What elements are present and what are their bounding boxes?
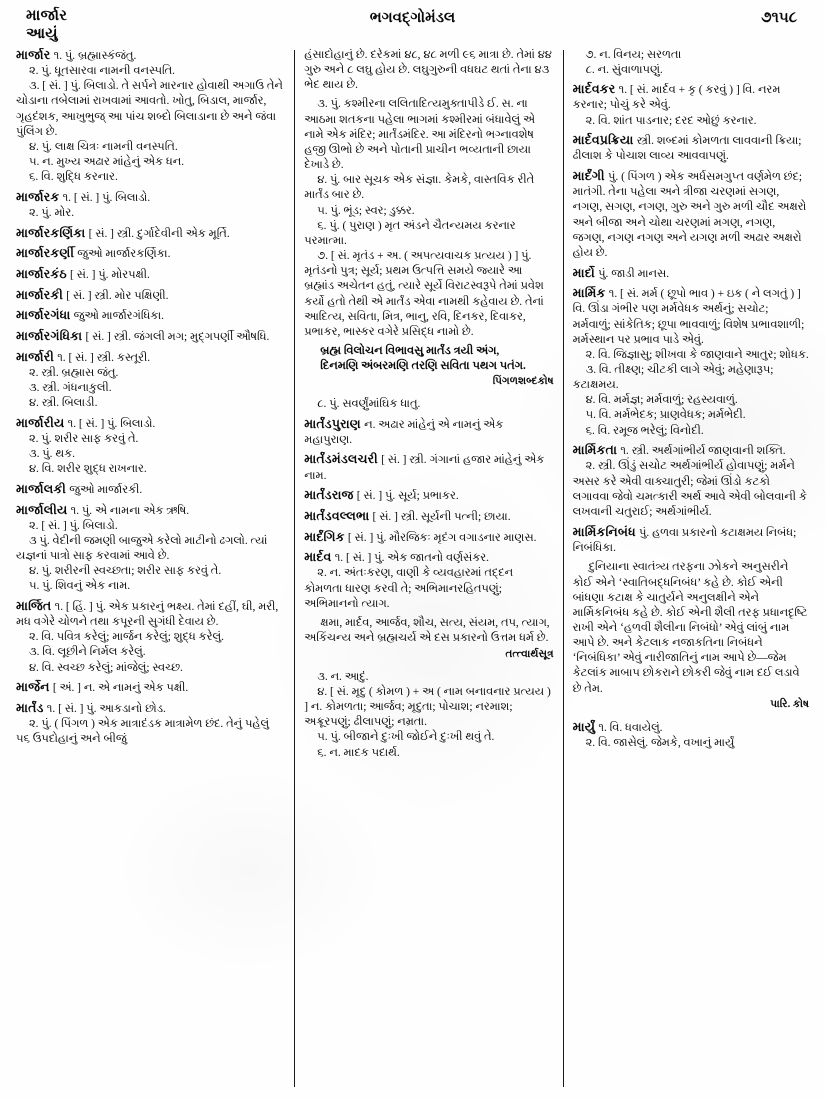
citation-quote	[573, 560, 809, 712]
sense-text: ૨. ન. અંતઃકરણ, વાણી કે વ્યવહારમાં તદ્દન કોમળતા ધારણ કરવી તે; અભિમાનરહિતપણું; અભિમાનનો ત્યાગ.	[304, 567, 514, 610]
sense-text: ૧. પું. બ્રહ્માસ્કંજંતુ.	[53, 50, 137, 62]
entry-first-sense	[16, 482, 285, 498]
entry-spacer	[16, 748, 285, 752]
sense-text: ૨. સ્ત્રી. ઊંડું સચોટ અર્થગાંભીર્ય હોવાપણું; મર્મને અસર કરે એવી વાક્ચાતુરી; જેમાં ઊંડો કટકો લગાવવા જેવો ચમત્કારી અર્થ આવે એવી બોલવાની કે લખવાની ચતુરાઈ; અર્થગાંભીર્ય.	[572, 460, 807, 518]
entry-first-sense	[16, 48, 285, 64]
dictionary-entry	[573, 286, 809, 439]
dictionary-entry	[16, 190, 285, 221]
quote-spacer	[304, 389, 553, 397]
entry-first-sense	[573, 266, 809, 282]
headword: માર્જારકંઠ	[16, 267, 71, 282]
entry-first-sense	[16, 701, 285, 717]
entry-sense: ૭. [ સં. મૃતંડ + અ. ( અપત્યવાચક પ્રત્યય ) ] પું. મૃતંડનો પુત્ર; સૂર્ય; પ્રથમ ઉત્પત્તિ સમયે જ્યારે આ બ્રહ્માંડ અચેતન હતું, ત્યારે સૂર્યે વિરાટસ્વરૂપે તેમાં પ્રવેશ કર્યો હતો તેથી એ માર્તંડ એવા નામથી કહેવાય છે. તેનાં આદિત્ય, સવિતા, મિત્ર, ભાનુ, રવિ, દિનકર, દિવાકર, પ્રભાકર, ભાસ્કર વગેરે પ્રસિદ્ધ નામો છે.	[304, 250, 544, 338]
sense-text: પું. ( પિંગળ ) એક અર્ધસમગુપ્ત વર્ણમેળ છંદ; માતંગી. તેના પહેલા અને ત્રીજા ચરણમાં સગણ, નગણ, સગણ, નગણ, ગુરુ અને ગુરુ મળી ચૌદ અક્ષરો અને બીજા અને ચોથા ચરણમાં મગણ, નગણ, જગણ, નગણ નગણ અને યગણ મળી અઢાર અક્ષરો હોય છે.	[572, 171, 807, 259]
entry-sense: ૩. પું. કશ્મીરના લલિતાદિત્યમુક્તાપીડે ઈ. સ. ના આઠમા શતકના પહેલા ભાગમાં કશ્મીરમાં બંધાવેલું એ નામે એક મંદિર; માર્તંડમંદિર. આ મંદિરનો ભગ્નાવશેષ હજી ઊભો છે અને પોતાની પ્રાચીન ભવ્યતાની છાયા દેખાડે છે.	[304, 98, 536, 172]
column-container	[16, 48, 809, 1093]
sense-text: ૨. વિ. પવિત્ર કરેલું; માર્જન કરેલું; શુદ્ધ કરેલું.	[29, 631, 224, 644]
sense-text: ૧. [ સં. ] પું. બિલાડો.	[62, 191, 151, 204]
entry-sense	[573, 393, 809, 408]
sense-text: ૨. સ્ત્રી. બ્રહ્માસ જંતુ.	[29, 366, 119, 379]
headword: માર્તંડમંડલચરી	[304, 452, 382, 467]
entry-first-sense	[304, 550, 553, 566]
entry-sense	[16, 64, 285, 79]
sense-text: ૨. વિ. શાંત પાડનાર; દરદ ઓછું કરનાર.	[585, 114, 757, 127]
entry-first-sense	[16, 329, 285, 345]
entry-sense: ૬. પું. ( પુરાણ ) મૃત અંડને ચૈતન્યમય કરનાર પરમાત્મા.	[304, 219, 516, 247]
entry-first-sense	[304, 509, 553, 525]
quote-spacer	[573, 712, 809, 720]
sense-text: ૨. પું. ધૂતસારવા નામની વનસ્પતિ.	[29, 65, 175, 78]
headword: માર્જારકર્ણિકા	[16, 225, 89, 240]
entry-first-sense	[304, 488, 553, 504]
sense-text: [ સં. ] સ્ત્રી. સૂર્યની પત્ની; છાયા.	[372, 510, 511, 523]
entry-sense	[16, 79, 285, 140]
sense-text: ૩. પું. થક.	[29, 448, 75, 461]
headword: માર્જારી	[16, 349, 58, 364]
sense-text: ૧. સ્ત્રી. અર્થગાંભીર્ય જાણવાની શક્તિ.	[620, 445, 786, 458]
sense-text: ૩. [ સં. ] પું. બિલાડો. તે સર્પને મારનાર હોવાથી અગાઉ તેને ચોડાના તબેલામાં રાખવામાં આવતો. ખોતુ, બિડાલ, માર્જાર, ગૃહદંશક, આખુભુજ્ આ પાંચ શબ્દો બિલાડાના છે અને જંવા પુંલિંગ છે.	[16, 80, 283, 138]
headword: માર્જિત	[16, 599, 55, 613]
headword: માર્જારકર્ણી	[16, 246, 78, 261]
entry-sense: ૫. પું. ભૂંડ; સ્વર; ડુક્કર.	[317, 204, 415, 217]
dictionary-entry	[304, 452, 553, 483]
sense-text: ૨. પું. શરીર સાફ કરવું તે.	[29, 432, 139, 445]
sense-text: ૧. [ સં. મર્મ ( છૂપો ભાવ ) + ઇક ( ને લગતું ) ] વિ. ઊંડા ગંભીર પણ મર્મવેધક અર્થનું; સચોટ; મર્મવાળું; સાંકેતિક; છૂપા ભાવવાળું; વિશેષ પ્રભાવશાળી; મર્મસ્થાન પર પ્રભાવ પાડે એવું.	[572, 288, 805, 346]
entry-sense	[16, 717, 285, 747]
entry-sense	[16, 432, 285, 447]
sense-text: સ્ત્રી. શબ્દમાં કોમળતા લાવવાની ક્રિયા; ઢીલાશ કે પોચાશ લાવ્ય આવવાપણું.	[572, 135, 802, 163]
dictionary-entry	[573, 525, 809, 556]
entry-sense	[16, 645, 285, 660]
entry-sense	[16, 206, 285, 221]
entry-sense	[573, 348, 809, 363]
dictionary-entry	[16, 267, 285, 283]
sense-text: ૩ પું. વેદીની જમણી બાજુએ કરેલો માટીનો ઢગલો. ત્યાં યજ્ઞનાં પાત્રો સાફ કરવામાં આવે છે.	[16, 534, 268, 563]
entry-first-sense	[16, 416, 285, 432]
sense-text: ૨. પું. મોર.	[29, 207, 75, 220]
entry-first-sense	[573, 133, 809, 164]
quote-line: દુનિયાના સ્વાતંત્ર્ય તરફના ઝોકને અનુસરીને કોઈ એને ‘સ્વાતિબદ્ધનિબંધ’ કહે છે. કોઈ એની બાંધણા કટાક્ષ કે ચાતુર્યને અનુલક્ષીને એને માર્મિકનિબંધ કહે છે. કોઈ એની શૈલી તરફ પ્રધાનદૃષ્ટિ રાખી એને ‘હળવી શૈલીના નિબંધો’ એવું લાંબું નામ આપે છે. અને કેટલાક નજાકતિના નિબંધને ‘નિબંધિકા’ એવું નારીજાતિનું નામ આપે છે—જેમ કેટલાંક માબાપ છોકરાને છોકરી જેવું નામ દઈ લડાવે છે તેમ.	[572, 561, 808, 695]
entry-sense	[573, 736, 809, 751]
sense-text: ૩. વિ. લૂછીને નિર્મલ કરેલું.	[29, 646, 146, 659]
entry-sense	[573, 114, 809, 129]
entry-spacer	[573, 752, 809, 756]
dictionary-entry	[16, 701, 285, 747]
entry-sense: ૫. પું. બીજાને દુઃખી જોઈને દુઃખી થવું તે.	[317, 731, 495, 744]
entry-sense: ૮. પું. સવર્ણુંમાંઘિક ધાતુ.	[317, 398, 421, 411]
sense-text: ૫. પું. શિવનું એક નામ.	[29, 580, 131, 593]
headword: માર્દવ	[304, 550, 335, 565]
headword: માર્યું	[572, 719, 599, 734]
headword: માર્મિકતા	[572, 443, 621, 458]
entry-sense	[16, 381, 285, 396]
sense-text: ૬. વિ. રમૂજ ભરેલું; વિનોદી.	[585, 424, 704, 437]
sense-text: જુઓ માર્જારગંધિકા.	[73, 310, 164, 323]
dictionary-entry	[16, 482, 285, 498]
entry-first-sense	[16, 267, 285, 283]
sense-text: [ સં. ] પું. સૂર્ય; પ્રભાકર.	[356, 490, 459, 503]
sense-text: [ સં. ] પું. મૌરજિકઃ મૃદંગ વગાડનાર માણસ.	[347, 531, 537, 544]
running-head	[0, 0, 825, 46]
sense-text: ૧. [ સં. ] પું. આકડાનો છોડ.	[46, 702, 166, 715]
sense-text: ૧. [ સં. માર્દવ + કૃ ( કરવું ) ] વિ. નરમ કરનાર; પોચું કરે એવું.	[572, 84, 781, 112]
sense-text: ૧. પું. એ નામના એક ઋષિ.	[70, 504, 190, 517]
citation-quote	[304, 344, 553, 389]
entry-sense	[16, 155, 285, 170]
sense-text: ૩. વિ. તીક્ષ્ણ; ચીટકી લાગે એવું; મહેણારૂપ; કટાક્ષમય.	[572, 363, 774, 392]
dictionary-entry	[16, 308, 285, 324]
quote-line: બ્રહ્મ વિલોચન વિભાવસુ માર્તંડ ત્રયી અંગ,	[320, 344, 500, 357]
sense-text: ૨. વિ. જિજ્ઞાસુ; શીખવા કે જાણવાને આતુર; શોધક.	[585, 348, 809, 361]
entry-sense	[573, 424, 809, 439]
page-number: ૭૧૫૮	[761, 10, 797, 26]
entry-sense	[16, 170, 285, 185]
sense-text: ૪. વિ. શરીર શુદ્ધ રાખનાર.	[29, 463, 147, 476]
sense-group	[573, 48, 809, 78]
sense-text: ૧. [ સં. ] પું. એક જાતનો વર્ણસંકર.	[334, 552, 490, 565]
entry-sense	[16, 447, 285, 462]
sense-text: [ સં. ] સ્ત્રી. જંગલી મગ; મુદ્ગપર્ણી ઔષધિ.	[85, 331, 270, 343]
sense-text: જુઓ માર્જારકી.	[69, 483, 143, 496]
entry-first-sense	[16, 599, 285, 630]
sense-text: ૧. વિ. ધવાયેલું.	[598, 721, 663, 734]
entry-sense: ૭. ન. વિનય; સરળતા	[585, 49, 682, 61]
entry-sense: ૪. પું. બાર સૂચક એક સંજ્ઞા. કેમકે, વાસ્તવિક રીતે માર્તંડ બાર છે.	[304, 174, 535, 202]
continued-text	[304, 48, 553, 93]
book-title: ભગવદ્ગોમંડલ	[369, 10, 456, 26]
dictionary-entry	[16, 503, 285, 595]
dictionary-entry	[304, 509, 553, 525]
dictionary-entry	[304, 530, 553, 546]
headword: માર્જેન	[16, 680, 53, 695]
dictionary-entry	[16, 288, 285, 304]
entry-sense: ૪. [ સં. મૃદુ ( કોમળ ) + અ ( નામ બનાવનાર પ્રત્યય ) ] ન. કોમળતા; આર્જવ; મૃદુતા; પોચાશ; નરમાશ; અક્રૂરપણું; ઢીલાપણું; નમ્રતા.	[304, 685, 551, 729]
sense-text: ૪. પું. લાક્ષ ચિત્રઃ નામની વનસ્પતિ.	[29, 140, 178, 153]
sense-text: ૫. વિ. મર્મભેદક; પ્રાણવેધક; મર્મભેદી.	[585, 409, 746, 422]
dictionary-entry	[573, 169, 809, 261]
entry-sense: ૮. ન. સુંવાળાપણું.	[585, 64, 663, 77]
entry-sense	[304, 566, 553, 611]
entry-first-sense	[573, 525, 809, 556]
entry-sense	[16, 140, 285, 155]
sense-text: ૪. વિ. સ્વચ્છ કરેલું; માંજેલું; સ્વચ્છ.	[29, 661, 183, 674]
sense-text: ૨. [ સં. ] પું. બિલાડો.	[29, 519, 118, 532]
headword: માર્જારીય	[16, 415, 68, 430]
sense-text: ૧. [ સં. ] પું. બિલાડો.	[67, 417, 156, 430]
sense-text: ૧. [ હિં. ] પું. એક પ્રકારનું ભક્ષ્ય. તેમાં દહીં, ઘી, મરી, મધ વગેરે ચોળને તથા કપૂરની સુગંધી દેવાય છે.	[16, 601, 279, 629]
entry-first-sense	[16, 246, 285, 262]
dictionary-entry	[16, 226, 285, 242]
headword: માર્જારગંધિકા	[16, 329, 86, 343]
dictionary-entry	[573, 443, 809, 520]
dictionary-entry	[573, 266, 809, 282]
entry-first-sense	[573, 443, 809, 459]
sense-group	[304, 97, 553, 340]
entry-first-sense	[573, 169, 809, 261]
headword: માર્જાર	[16, 48, 54, 62]
dictionary-entry	[304, 417, 553, 448]
continued-line: હંસાદોહાનું છે. દરેકમાં ૪૮, ૪૮ મળી ૯૬ માત્રા છે. તેમાં ૪૪ ગુરુ અને ૮ લઘુ હોય છે. લઘુગુરુની વધઘટ થતાં તેના ૪૩ ભેદ થાય છે.	[304, 49, 552, 92]
sense-text: [ અં. ] ન. એ નામનું એક પક્ષી.	[52, 682, 189, 695]
headword: માર્દંગિક	[304, 529, 348, 544]
headword: માર્જાલીય	[16, 502, 71, 517]
entry-sense	[16, 534, 285, 564]
entry-first-sense	[16, 680, 285, 696]
sense-text: [ સં. ] સ્ત્રી. મોર પક્ષિણી.	[66, 289, 169, 302]
entry-first-sense	[16, 288, 285, 304]
sense-text: [ સં. ] સ્ત્રી. દુર્ગાદેવીની એક મૂર્તિ.	[88, 227, 230, 240]
citation-quote	[304, 616, 553, 661]
headword: માર્મિકનિબંધ	[572, 524, 639, 539]
headword: માર્તંડ	[16, 700, 47, 715]
dictionary-entry	[573, 133, 809, 164]
entry-sense	[16, 661, 285, 676]
headword: માર્જારક	[16, 189, 63, 204]
headword: માર્જાલકી	[16, 481, 70, 496]
sense-group	[304, 397, 553, 412]
quote-line: ક્ષમા, માર્દવ, આર્જવ, શૌચ, સત્ય, સંયમ, તપ, ત્યાગ, અકિંચન્ય અને બ્રહ્મચર્ય એ દસ પ્રકારનો ઉત્તમ ધર્મ છે.	[304, 617, 550, 645]
sense-text: ૨. વિ. જાસેલું. જેમકે, વખાનું માર્યું	[585, 737, 735, 750]
entry-first-sense	[573, 286, 809, 348]
sense-text: ન. અઢાર માંહેનું એ નામનું એક મહાપુરાણ.	[304, 418, 504, 446]
sense-text: પું. જાડી માનસ.	[598, 267, 670, 280]
entry-sense	[573, 459, 809, 520]
entry-sense	[16, 462, 285, 477]
entry-sense	[16, 396, 285, 411]
entry-first-sense	[573, 720, 809, 736]
headword: માર્જારગંધા	[16, 308, 74, 323]
entry-first-sense	[304, 530, 553, 546]
dictionary-entry	[16, 329, 285, 345]
headword: માર્દવકર	[572, 82, 619, 97]
dictionary-entry	[16, 48, 285, 185]
quote-spacer	[304, 662, 553, 670]
sense-text: ૧. [ સં. ] સ્ત્રી. કસ્તૂરી.	[57, 351, 151, 364]
quote-line: દિનમણિ અંબરમણિ તરણિ સવિતા પથગ પતંગ.	[320, 360, 526, 373]
sense-text: જુઓ માર્જારકર્ણિકા.	[77, 248, 171, 261]
quote-source: તત્ત્વાર્થસૂત્ર	[505, 648, 554, 660]
dictionary-entry	[16, 416, 285, 478]
dictionary-entry	[304, 488, 553, 504]
entry-first-sense	[573, 82, 809, 113]
headword: માર્તંડરાજ	[304, 488, 357, 503]
sense-text: ૨. પું. ( પિંગળ ) એક માત્રાદંડક માત્રામેળ છંદ. તેનું પહેલું ૫૬ ઉપદોહાનું અને બીજું	[16, 718, 270, 746]
quote-source: પારિ. કોષ	[770, 698, 809, 710]
headword: માર્દંગી	[572, 169, 608, 184]
sense-text: ૪. વિ. મર્મજ્ઞ; મર્મવાળું; રહસ્યવાળું.	[585, 394, 738, 407]
dictionary-entry	[304, 550, 553, 612]
running-head-catchword-first: માર્જાર	[26, 8, 68, 24]
text-column-2	[295, 48, 562, 1093]
sense-text: [ સં. ] સ્ત્રી. ગંગાનાં હજાર માંહેનું એક નામ.	[304, 454, 545, 482]
entry-first-sense	[16, 308, 285, 324]
quote-source: પિંગળશબ્દકોષ	[492, 376, 554, 388]
entry-sense: ૬. ન. માદક પદાર્થ.	[317, 746, 400, 759]
entry-first-sense	[16, 350, 285, 366]
entry-sense	[16, 564, 285, 579]
sense-text: ૫. ન. મુખ્ય અઢાર માંહેનું એક ધન.	[29, 156, 185, 169]
dictionary-entry	[16, 680, 285, 696]
headword: માર્દો	[572, 265, 599, 280]
sense-group	[304, 670, 553, 761]
sense-text: ૬. વિ. શુદ્ધિ કરનાર.	[29, 171, 118, 184]
sense-text: પું. હળવા પ્રકારનો કટાક્ષમય નિબંધ; નિબંધિકા.	[572, 526, 797, 554]
entry-sense	[573, 363, 809, 393]
headword: માર્દવપ્રક્રિયા	[572, 133, 637, 148]
sense-text: ૪. સ્ત્રી. બિલાડી.	[29, 397, 98, 410]
entry-sense	[16, 519, 285, 534]
entry-first-sense	[16, 503, 285, 519]
headword: માર્જારકી	[16, 287, 67, 302]
sense-text: ૩. સ્ત્રી. ગંધનાકુલી.	[29, 381, 112, 394]
entry-sense	[16, 630, 285, 645]
entry-first-sense	[304, 452, 553, 483]
entry-first-sense	[16, 190, 285, 206]
dictionary-entry	[16, 350, 285, 412]
text-column-1	[16, 48, 294, 1093]
entry-sense	[573, 408, 809, 423]
sense-text: [ સં. ] પું. મોરપક્ષી.	[70, 269, 150, 282]
headword: માર્તંડપુરાણ	[304, 416, 365, 431]
text-column-3	[564, 48, 809, 1093]
headword: માર્તંડવલ્લભા	[304, 508, 373, 523]
running-head-catchword-second: આયું	[26, 26, 58, 42]
entry-sense	[16, 366, 285, 381]
sense-text: ૪. પું. શરીરની સ્વચ્છતા; શરીર સાફ કરવું તે.	[29, 565, 222, 578]
dictionary-entry	[573, 720, 809, 751]
entry-sense: ૩. ન. આદું.	[317, 670, 369, 683]
entry-first-sense	[304, 417, 553, 448]
entry-first-sense	[16, 226, 285, 242]
sense-spacer	[304, 761, 553, 765]
dictionary-entry	[16, 246, 285, 262]
headword: માર્મિક	[572, 286, 609, 301]
entry-sense	[16, 579, 285, 594]
dictionary-entry	[16, 599, 285, 676]
dictionary-entry	[573, 82, 809, 128]
